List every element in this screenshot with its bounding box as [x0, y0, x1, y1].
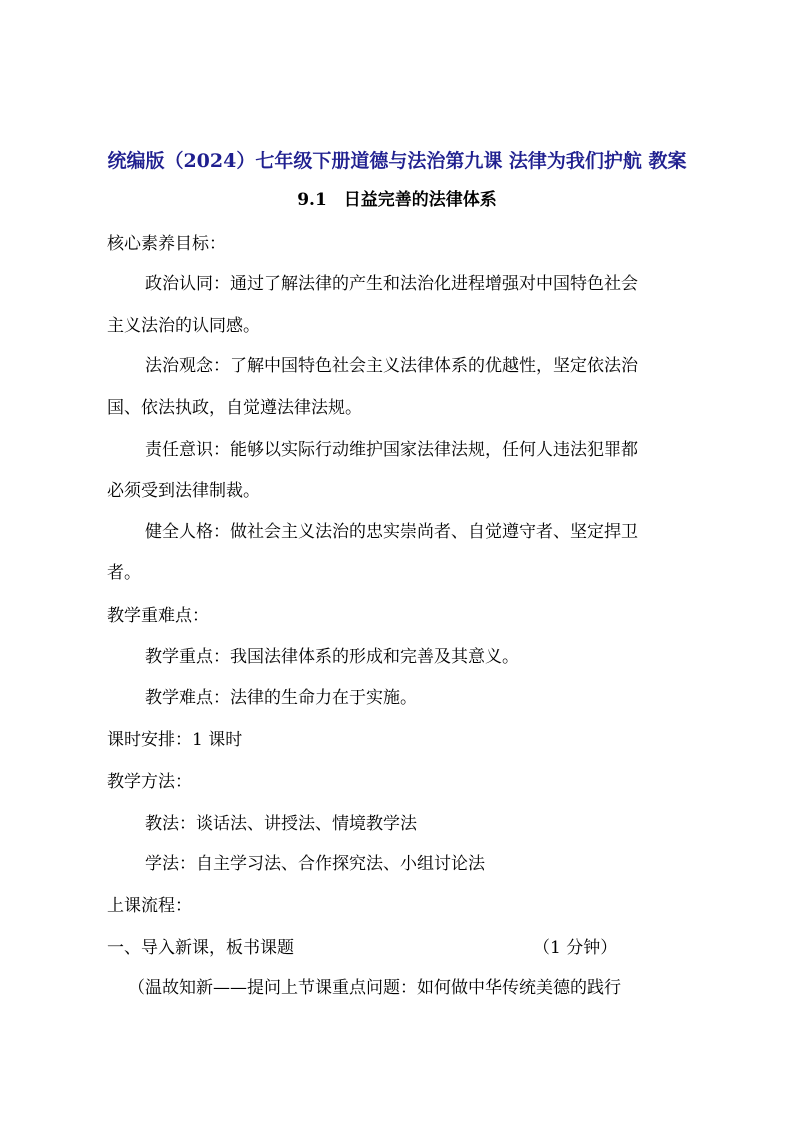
review-line: （温故知新——提问上节课重点问题：如何做中华传统美德的践行	[128, 978, 621, 998]
key-points-heading: 教学重难点：	[107, 606, 209, 626]
step-one: 一、导入新课，板书课题	[107, 938, 294, 958]
goal-responsibility-line-2: 必须受到法律制裁。	[107, 481, 260, 501]
goal-personality-line-2: 者。	[107, 563, 141, 583]
goal-personality-line-1: 健全人格：做社会主义法治的忠实崇尚者、自觉遵守者、坚定捍卫	[145, 522, 638, 542]
goal-law-line-2: 国、依法执政，自觉遵法律法规。	[107, 398, 362, 418]
core-goals-heading: 核心素养目标：	[107, 234, 226, 254]
learning-methods: 学法：自主学习法、合作探究法、小组讨论法	[145, 854, 485, 874]
teaching-methods: 教法：谈话法、讲授法、情境教学法	[145, 814, 417, 834]
schedule: 课时安排：1 课时	[107, 730, 243, 750]
process-heading: 上课流程：	[107, 896, 192, 916]
goal-political-line-1: 政治认同：通过了解法律的产生和法治化进程增强对中国特色社会	[145, 274, 638, 294]
document-title: 统编版（2024）七年级下册道德与法治第九课 法律为我们护航 教案	[107, 150, 687, 172]
goal-law-line-1: 法治观念：了解中国特色社会主义法律体系的优越性，坚定依法治	[145, 356, 638, 376]
difficult-point: 教学难点：法律的生命力在于实施。	[145, 688, 417, 708]
methods-heading: 教学方法：	[107, 772, 192, 792]
key-point: 教学重点：我国法律体系的形成和完善及其意义。	[145, 647, 519, 667]
step-one-time: （1 分钟）	[533, 938, 618, 958]
section-title: 9.1 日益完善的法律体系	[297, 190, 497, 210]
goal-responsibility-line-1: 责任意识：能够以实际行动维护国家法律法规，任何人违法犯罪都	[145, 440, 638, 460]
goal-political-line-2: 主义法治的认同感。	[107, 316, 260, 336]
